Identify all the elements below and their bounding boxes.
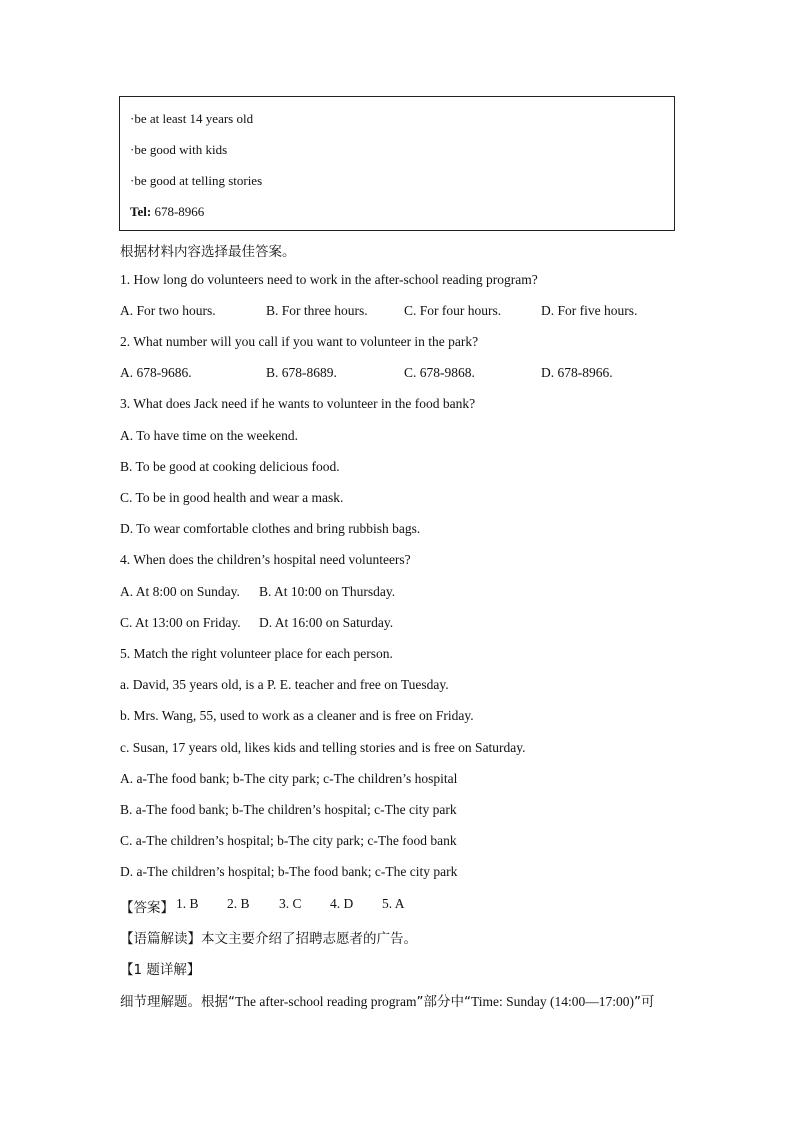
passage-analysis xyxy=(120,927,417,947)
question-2-stem: 2. What number will you call if you want to volunteer in the park? xyxy=(120,334,479,349)
requirement-stories: ·be good at telling stories xyxy=(130,173,263,188)
question-1-option-a: A. For two hours. xyxy=(120,303,216,318)
detail-heading: 【1 题详解】 xyxy=(120,962,201,978)
question-2-option-d: D. 678-8966. xyxy=(541,365,613,380)
instruction: 根据材料内容选择最佳答案。 xyxy=(120,244,296,260)
detail-text xyxy=(120,990,655,1010)
question-4-option-d: D. At 16:00 on Saturday. xyxy=(259,615,394,630)
passage-analysis-text: 本文主要介绍了招聘志愿者的广告。 xyxy=(201,931,417,947)
detail-text-part3: ”可 xyxy=(634,994,655,1010)
question-3-option-b: B. To be good at cooking delicious food. xyxy=(120,459,340,474)
notice-box xyxy=(119,96,675,231)
question-5-option-b: B. a-The food bank; b-The children’s hospital; c-The city park xyxy=(120,802,457,817)
answer-5: 5. A xyxy=(382,896,405,911)
passage-analysis-label: 【语篇解读】 xyxy=(120,931,201,947)
question-5-option-a: A. a-The food bank; b-The city park; c-The children’s hospital xyxy=(120,771,458,786)
question-5-person-c: c. Susan, 17 years old, likes kids and telling stories and is free on Saturday. xyxy=(120,740,526,755)
answer-1: 1. B xyxy=(176,896,199,911)
question-4-option-b: B. At 10:00 on Thursday. xyxy=(259,584,396,599)
question-5-stem: 5. Match the right volunteer place for each person. xyxy=(120,646,393,661)
question-1-option-c: C. For four hours. xyxy=(404,303,502,318)
question-5-person-b: b. Mrs. Wang, 55, used to work as a cleaner and is free on Friday. xyxy=(120,708,474,723)
question-3-option-c: C. To be in good health and wear a mask. xyxy=(120,490,344,505)
question-2-option-c: C. 678-9868. xyxy=(404,365,475,380)
question-4-option-a: A. At 8:00 on Sunday. xyxy=(120,584,240,599)
question-4-option-c: C. At 13:00 on Friday. xyxy=(120,615,241,630)
requirement-age: ·be at least 14 years old xyxy=(130,111,254,126)
question-5-option-d: D. a-The children’s hospital; b-The food bank; c-The city park xyxy=(120,864,458,879)
question-2-option-b: B. 678-8689. xyxy=(266,365,337,380)
answer-3: 3. C xyxy=(279,896,302,911)
question-5-person-a: a. David, 35 years old, is a P. E. teacher and free on Tuesday. xyxy=(120,677,449,692)
detail-text-quote1: The after-school reading program xyxy=(235,994,417,1009)
detail-text-quote2: Time: Sunday (14:00—17:00) xyxy=(471,994,635,1009)
tel-label: Tel: xyxy=(130,204,152,219)
question-2-option-a: A. 678-9686. xyxy=(120,365,192,380)
answer-2: 2. B xyxy=(227,896,250,911)
requirement-kids: ·be good with kids xyxy=(130,142,228,157)
question-5-option-c: C. a-The children’s hospital; b-The city park; c-The food bank xyxy=(120,833,457,848)
telephone-line xyxy=(130,204,204,220)
detail-text-part1: 细节理解题。根据“ xyxy=(120,994,235,1010)
question-1-option-b: B. For three hours. xyxy=(266,303,368,318)
question-1-option-d: D. For five hours. xyxy=(541,303,638,318)
detail-text-part2: ”部分中“ xyxy=(416,994,472,1010)
question-3-option-a: A. To have time on the weekend. xyxy=(120,428,299,443)
tel-value: 678-8966 xyxy=(154,204,205,219)
answer-label: 【答案】 xyxy=(120,900,174,916)
answer-4: 4. D xyxy=(330,896,354,911)
question-1-stem: 1. How long do volunteers need to work in the after-school reading program? xyxy=(120,272,538,287)
question-4-stem: 4. When does the children’s hospital need volunteers? xyxy=(120,552,411,567)
question-3-option-d: D. To wear comfortable clothes and bring rubbish bags. xyxy=(120,521,421,536)
question-3-stem: 3. What does Jack need if he wants to volunteer in the food bank? xyxy=(120,396,476,411)
